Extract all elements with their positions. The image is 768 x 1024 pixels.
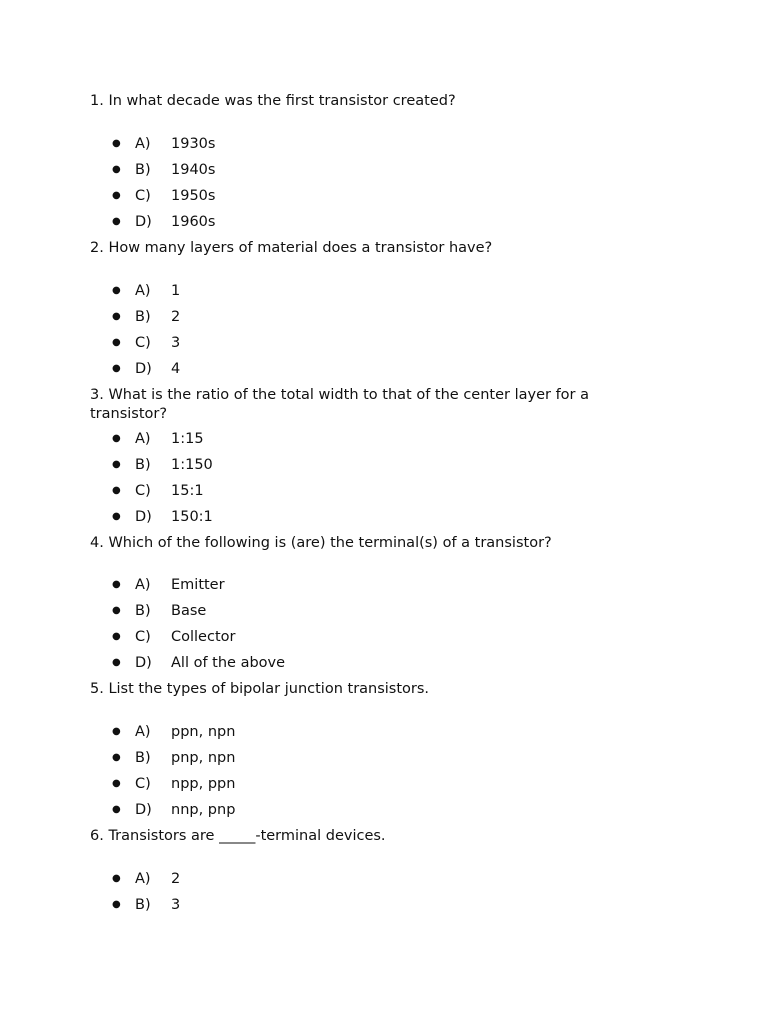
- bullet-icon: ●: [112, 363, 121, 374]
- option-item: [90, 892, 630, 918]
- question-text: 1. In what decade was the first transistor created?: [90, 93, 456, 109]
- option-value: Collector: [171, 629, 236, 645]
- bullet-icon: ●: [112, 752, 121, 763]
- option-item: [90, 650, 630, 676]
- option-item: [90, 504, 630, 530]
- question-text: 4. Which of the following is (are) the terminal(s) of a transistor?: [90, 535, 552, 551]
- option-value: 1: [171, 283, 181, 299]
- option-value: pnp, npn: [171, 750, 236, 766]
- option-letter: B): [135, 162, 151, 178]
- option-value: Base: [171, 603, 207, 619]
- option-item: [90, 745, 630, 771]
- option-letter: D): [135, 509, 152, 525]
- option-list: [90, 278, 630, 382]
- option-value: 2: [171, 309, 181, 325]
- bullet-icon: ●: [112, 579, 121, 590]
- question-4: [90, 534, 630, 676]
- option-item: [90, 330, 630, 356]
- option-value: npp, ppn: [171, 776, 236, 792]
- option-letter: A): [135, 577, 151, 593]
- option-letter: B): [135, 457, 151, 473]
- option-letter: C): [135, 188, 151, 204]
- option-value: 150:1: [171, 509, 213, 525]
- option-value: 1:150: [171, 457, 213, 473]
- option-item: [90, 452, 630, 478]
- option-list: [90, 426, 630, 530]
- question-1: [90, 92, 630, 235]
- question-text: 5. List the types of bipolar junction transistors.: [90, 681, 430, 697]
- option-value: 15:1: [171, 483, 204, 499]
- option-value: 1:15: [171, 431, 204, 447]
- option-list: [90, 572, 630, 676]
- bullet-icon: ●: [112, 285, 121, 296]
- option-item: [90, 797, 630, 823]
- bullet-icon: ●: [112, 485, 121, 496]
- question-6: [90, 827, 630, 918]
- option-item: [90, 598, 630, 624]
- bullet-icon: ●: [112, 138, 121, 149]
- option-list: [90, 131, 630, 235]
- bullet-icon: ●: [112, 631, 121, 642]
- option-letter: B): [135, 897, 151, 913]
- option-letter: C): [135, 776, 151, 792]
- option-item: [90, 478, 630, 504]
- option-item: [90, 572, 630, 598]
- option-item: [90, 209, 630, 235]
- bullet-icon: ●: [112, 899, 121, 910]
- option-item: [90, 866, 630, 892]
- bullet-icon: ●: [112, 433, 121, 444]
- option-letter: C): [135, 483, 151, 499]
- bullet-icon: ●: [112, 657, 121, 668]
- option-letter: D): [135, 214, 152, 230]
- option-value: 1940s: [171, 162, 216, 178]
- option-value: 1960s: [171, 214, 216, 230]
- question-3: [90, 386, 630, 530]
- option-value: All of the above: [171, 655, 286, 671]
- option-item: [90, 278, 630, 304]
- option-list: [90, 719, 630, 823]
- option-value: 1930s: [171, 136, 216, 152]
- bullet-icon: ●: [112, 311, 121, 322]
- option-letter: A): [135, 283, 151, 299]
- option-letter: A): [135, 724, 151, 740]
- option-letter: D): [135, 655, 152, 671]
- option-letter: A): [135, 136, 151, 152]
- option-item: [90, 183, 630, 209]
- option-value: 1950s: [171, 188, 216, 204]
- option-item: [90, 719, 630, 745]
- option-letter: B): [135, 309, 151, 325]
- option-letter: A): [135, 871, 151, 887]
- bullet-icon: ●: [112, 605, 121, 616]
- option-letter: D): [135, 802, 152, 818]
- question-text: 6. Transistors are _____-terminal devices.: [90, 828, 386, 844]
- option-item: [90, 356, 630, 382]
- option-item: [90, 131, 630, 157]
- option-value: 3: [171, 897, 181, 913]
- bullet-icon: ●: [112, 778, 121, 789]
- bullet-icon: ●: [112, 164, 121, 175]
- bullet-icon: ●: [112, 804, 121, 815]
- bullet-icon: ●: [112, 337, 121, 348]
- option-value: ppn, npn: [171, 724, 236, 740]
- option-value: 2: [171, 871, 181, 887]
- bullet-icon: ●: [112, 511, 121, 522]
- option-item: [90, 304, 630, 330]
- option-value: 4: [171, 361, 181, 377]
- option-value: Emitter: [171, 577, 225, 593]
- option-letter: B): [135, 603, 151, 619]
- option-item: [90, 771, 630, 797]
- option-item: [90, 426, 630, 452]
- question-5: [90, 680, 630, 823]
- bullet-icon: ●: [112, 873, 121, 884]
- option-letter: C): [135, 629, 151, 645]
- bullet-icon: ●: [112, 216, 121, 227]
- option-letter: D): [135, 361, 152, 377]
- option-item: [90, 157, 630, 183]
- option-item: [90, 624, 630, 650]
- question-text: 2. How many layers of material does a transistor have?: [90, 240, 493, 256]
- option-value: 3: [171, 335, 181, 351]
- option-letter: C): [135, 335, 151, 351]
- option-letter: A): [135, 431, 151, 447]
- option-list: [90, 866, 630, 918]
- option-letter: B): [135, 750, 151, 766]
- option-value: nnp, pnp: [171, 802, 236, 818]
- bullet-icon: ●: [112, 190, 121, 201]
- question-text: 3. What is the ratio of the total width to that of the center layer for a transistor?: [90, 387, 590, 422]
- question-2: [90, 239, 630, 382]
- bullet-icon: ●: [112, 459, 121, 470]
- bullet-icon: ●: [112, 726, 121, 737]
